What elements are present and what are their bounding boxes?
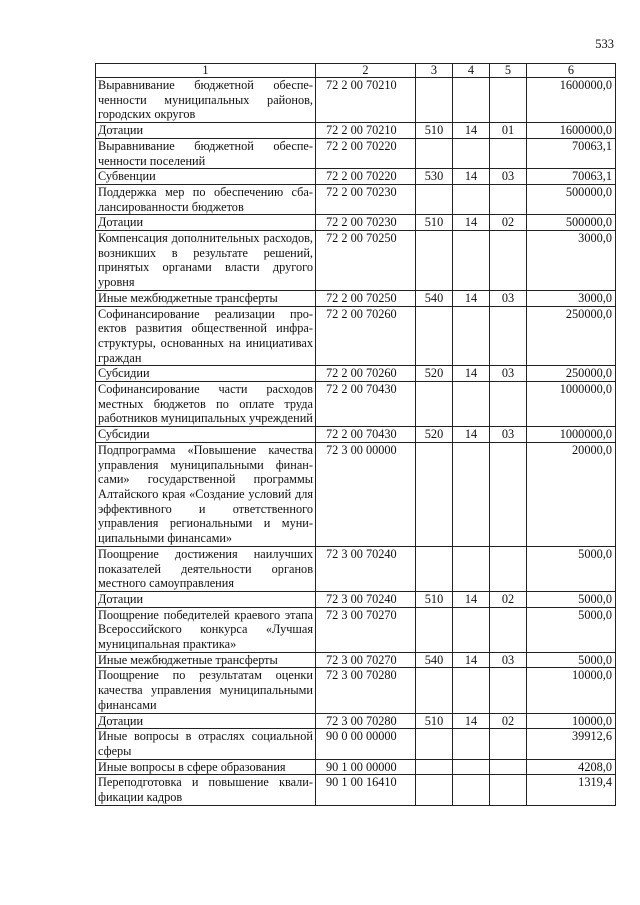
row-amount: 1319,4: [527, 775, 616, 805]
row-col-3: [416, 184, 453, 214]
row-code: 72 3 00 70270: [316, 652, 416, 668]
row-col-4: [453, 546, 490, 591]
table-row: [96, 591, 616, 607]
row-col-4: 14: [453, 123, 490, 139]
row-col-5: [490, 184, 527, 214]
row-name: Выравнивание бюджетной обеспеченности муниципальных районов, городских округов: [96, 78, 316, 123]
row-col-5: [490, 759, 527, 775]
row-col-5: [490, 607, 527, 652]
row-code: 72 2 00 70220: [316, 138, 416, 168]
row-amount: 500000,0: [527, 215, 616, 231]
table-row: [96, 184, 616, 214]
row-col-4: [453, 231, 490, 291]
row-amount: 250000,0: [527, 366, 616, 382]
row-amount: 39912,6: [527, 729, 616, 759]
row-name: Софинансирование части расходов местных бюджетов по оплате труда работников муниципальных учреждений: [96, 382, 316, 427]
budget-table: [95, 63, 616, 806]
row-code: 90 1 00 00000: [316, 759, 416, 775]
header-col-3: 3: [416, 64, 453, 78]
row-col-4: 14: [453, 169, 490, 185]
row-col-4: [453, 607, 490, 652]
row-amount: 3000,0: [527, 231, 616, 291]
row-col-5: 03: [490, 652, 527, 668]
row-amount: 20000,0: [527, 442, 616, 546]
row-col-3: [416, 607, 453, 652]
row-code: 72 2 00 70210: [316, 123, 416, 139]
row-col-4: 14: [453, 591, 490, 607]
row-col-3: 510: [416, 713, 453, 729]
row-col-5: 02: [490, 215, 527, 231]
row-col-4: [453, 668, 490, 713]
row-col-3: 520: [416, 427, 453, 443]
table-row: [96, 729, 616, 759]
row-name: Дотации: [96, 123, 316, 139]
row-amount: 70063,1: [527, 138, 616, 168]
row-code: 72 2 00 70430: [316, 382, 416, 427]
row-amount: 10000,0: [527, 713, 616, 729]
row-col-4: [453, 138, 490, 168]
row-name: Дотации: [96, 713, 316, 729]
table-row: [96, 442, 616, 546]
row-name: Субвенции: [96, 169, 316, 185]
row-col-3: [416, 382, 453, 427]
header-col-1: 1: [96, 64, 316, 78]
row-col-3: 540: [416, 652, 453, 668]
row-col-5: [490, 775, 527, 805]
row-amount: 5000,0: [527, 607, 616, 652]
table-body: [96, 78, 616, 806]
row-col-5: 02: [490, 591, 527, 607]
row-code: 72 3 00 70270: [316, 607, 416, 652]
row-code: 72 2 00 70210: [316, 78, 416, 123]
row-code: 72 3 00 70280: [316, 713, 416, 729]
row-col-3: [416, 759, 453, 775]
row-name: Поощрение победителей краевого этапа Всероссийского конкурса «Лучшая муниципальная практика»: [96, 607, 316, 652]
row-col-5: [490, 231, 527, 291]
header-row: [96, 64, 616, 78]
row-col-3: [416, 138, 453, 168]
row-col-4: [453, 759, 490, 775]
row-col-5: [490, 78, 527, 123]
table-row: [96, 169, 616, 185]
row-name: Субсидии: [96, 366, 316, 382]
row-name: Иные вопросы в отраслях социальной сферы: [96, 729, 316, 759]
row-col-4: [453, 306, 490, 366]
row-name: Субсидии: [96, 427, 316, 443]
row-col-3: [416, 306, 453, 366]
row-amount: 1600000,0: [527, 78, 616, 123]
row-col-3: 510: [416, 215, 453, 231]
row-code: 72 3 00 00000: [316, 442, 416, 546]
row-col-4: 14: [453, 215, 490, 231]
row-col-4: 14: [453, 366, 490, 382]
row-col-4: [453, 184, 490, 214]
row-amount: 5000,0: [527, 591, 616, 607]
table-row: [96, 427, 616, 443]
row-col-5: [490, 138, 527, 168]
row-col-3: 520: [416, 366, 453, 382]
row-col-5: 02: [490, 713, 527, 729]
row-code: 72 2 00 70260: [316, 306, 416, 366]
row-amount: 10000,0: [527, 668, 616, 713]
row-amount: 1000000,0: [527, 382, 616, 427]
row-name: Иные вопросы в сфере образования: [96, 759, 316, 775]
row-col-4: 14: [453, 290, 490, 306]
row-amount: 5000,0: [527, 652, 616, 668]
table-row: [96, 713, 616, 729]
row-code: 72 3 00 70240: [316, 546, 416, 591]
header-col-2: 2: [316, 64, 416, 78]
row-name: Поощрение достижения наилучших показателей деятельности органов местного самоуправления: [96, 546, 316, 591]
row-col-3: [416, 668, 453, 713]
row-col-5: [490, 668, 527, 713]
table-row: [96, 652, 616, 668]
row-name: Подпрограмма «Повышение качества управления муниципальными финансами» государственной программы Алтайского края «Создание условий для эффективного и ответственного управления региональными и муниципальными финансами»: [96, 442, 316, 546]
row-code: 72 2 00 70220: [316, 169, 416, 185]
row-code: 72 2 00 70250: [316, 231, 416, 291]
table-row: [96, 215, 616, 231]
header-col-6: 6: [527, 64, 616, 78]
page-number: 533: [595, 37, 614, 51]
row-name: Дотации: [96, 215, 316, 231]
row-col-4: [453, 382, 490, 427]
row-col-5: [490, 729, 527, 759]
row-code: 72 2 00 70230: [316, 184, 416, 214]
row-col-5: 03: [490, 169, 527, 185]
row-name: Поддержка мер по обеспечению сбалансированности бюджетов: [96, 184, 316, 214]
row-name: Иные межбюджетные трансферты: [96, 652, 316, 668]
row-col-3: [416, 231, 453, 291]
row-code: 72 3 00 70240: [316, 591, 416, 607]
row-col-4: [453, 442, 490, 546]
row-amount: 1600000,0: [527, 123, 616, 139]
row-col-4: [453, 775, 490, 805]
row-name: Поощрение по результатам оценки качества управления муниципальными финансами: [96, 668, 316, 713]
row-name: Переподготовка и повышение квалификации кадров: [96, 775, 316, 805]
row-col-5: 03: [490, 290, 527, 306]
table-row: [96, 366, 616, 382]
row-col-3: [416, 729, 453, 759]
row-col-4: [453, 729, 490, 759]
table-row: [96, 382, 616, 427]
row-col-5: 03: [490, 427, 527, 443]
row-col-4: [453, 78, 490, 123]
table-row: [96, 546, 616, 591]
row-col-3: 510: [416, 591, 453, 607]
row-name: Выравнивание бюджетной обеспеченности поселений: [96, 138, 316, 168]
row-col-4: 14: [453, 652, 490, 668]
row-amount: 500000,0: [527, 184, 616, 214]
row-amount: 5000,0: [527, 546, 616, 591]
row-col-3: [416, 775, 453, 805]
table-row: [96, 78, 616, 123]
row-name: Дотации: [96, 591, 316, 607]
row-code: 90 0 00 00000: [316, 729, 416, 759]
row-code: 72 3 00 70280: [316, 668, 416, 713]
table-row: [96, 759, 616, 775]
row-col-3: 530: [416, 169, 453, 185]
row-col-5: [490, 382, 527, 427]
table-row: [96, 668, 616, 713]
row-col-3: [416, 78, 453, 123]
header-col-5: 5: [490, 64, 527, 78]
table-row: [96, 290, 616, 306]
row-col-4: 14: [453, 713, 490, 729]
row-amount: 1000000,0: [527, 427, 616, 443]
row-code: 72 2 00 70230: [316, 215, 416, 231]
row-col-5: [490, 546, 527, 591]
header-col-4: 4: [453, 64, 490, 78]
row-code: 72 2 00 70260: [316, 366, 416, 382]
table-row: [96, 231, 616, 291]
row-col-4: 14: [453, 427, 490, 443]
row-col-5: 03: [490, 366, 527, 382]
row-col-5: [490, 306, 527, 366]
row-col-5: [490, 442, 527, 546]
table-row: [96, 123, 616, 139]
row-col-3: 510: [416, 123, 453, 139]
table-row: [96, 138, 616, 168]
row-name: Иные межбюджетные трансферты: [96, 290, 316, 306]
row-col-3: [416, 546, 453, 591]
row-code: 90 1 00 16410: [316, 775, 416, 805]
row-name: Софинансирование реализации проектов развития общественной инфраструктуры, основанных на инициативах граждан: [96, 306, 316, 366]
row-col-3: 540: [416, 290, 453, 306]
row-amount: 3000,0: [527, 290, 616, 306]
table-row: [96, 775, 616, 805]
row-amount: 250000,0: [527, 306, 616, 366]
row-code: 72 2 00 70430: [316, 427, 416, 443]
row-amount: 4208,0: [527, 759, 616, 775]
row-name: Компенсация дополнительных расходов, возникших в результате решений, принятых органами власти другого уровня: [96, 231, 316, 291]
row-amount: 70063,1: [527, 169, 616, 185]
row-col-3: [416, 442, 453, 546]
row-col-5: 01: [490, 123, 527, 139]
row-code: 72 2 00 70250: [316, 290, 416, 306]
table-row: [96, 607, 616, 652]
table-row: [96, 306, 616, 366]
